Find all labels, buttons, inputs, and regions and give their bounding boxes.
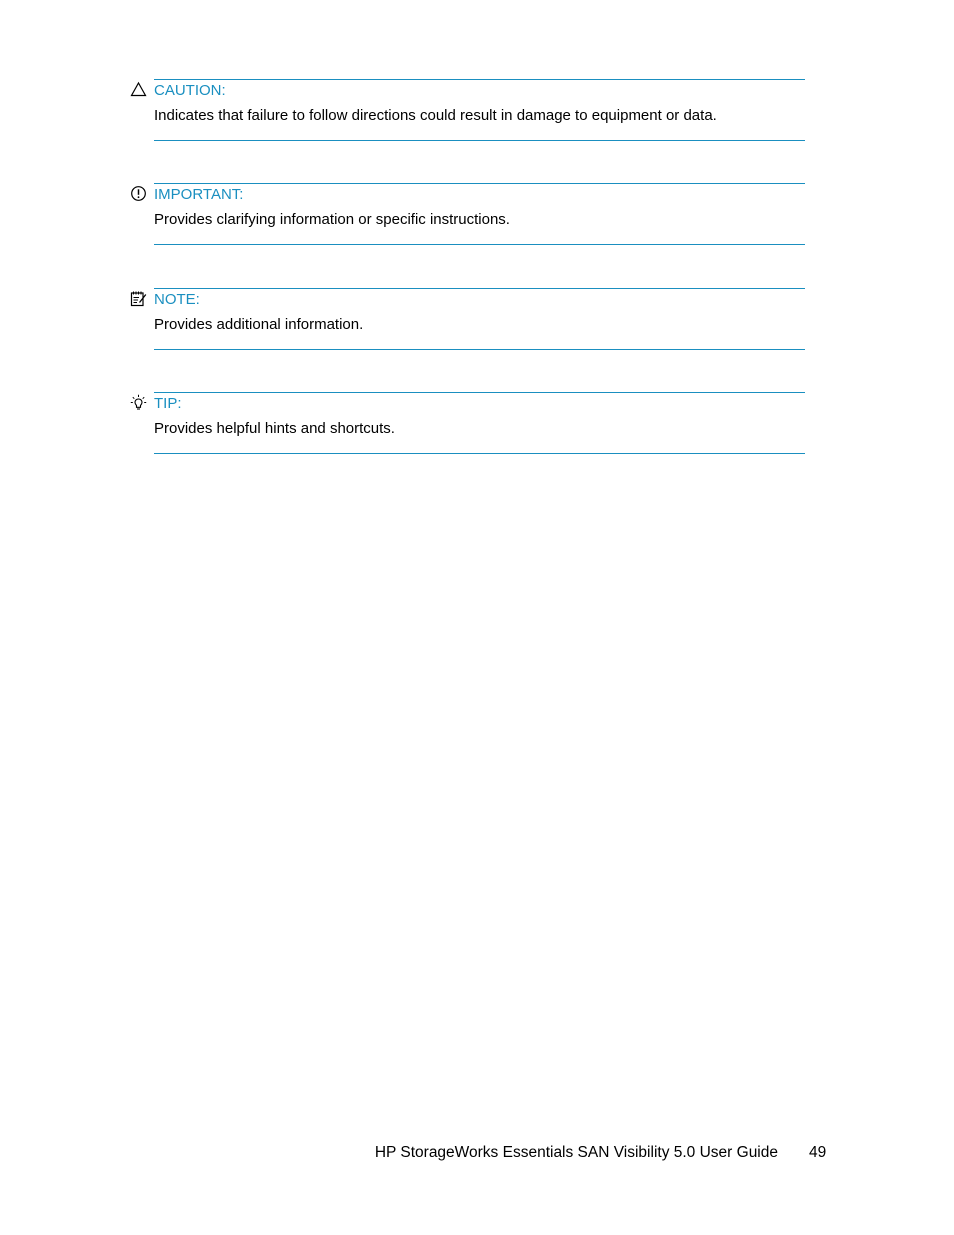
tip-text: Provides helpful hints and shortcuts. (154, 420, 395, 437)
footer-document-title: HP StorageWorks Essentials SAN Visibility 5.0 User Guide (374, 1144, 778, 1161)
note-pad-icon (130, 290, 147, 307)
note-title: NOTE: (154, 291, 200, 308)
tip-title: TIP: (154, 395, 182, 412)
note-admonition (154, 288, 805, 350)
important-title: IMPORTANT: (154, 186, 244, 203)
page-footer (0, 1143, 954, 1163)
caution-admonition (154, 79, 805, 141)
important-admonition (154, 183, 805, 245)
caution-text: Indicates that failure to follow directions could result in damage to equipment or data. (154, 107, 717, 124)
footer-page-number: 49 (809, 1144, 827, 1161)
important-text: Provides clarifying information or specific instructions. (154, 211, 510, 228)
important-exclamation-icon (130, 185, 147, 202)
caution-title: CAUTION: (154, 82, 226, 99)
caution-triangle-icon (130, 81, 147, 98)
note-text: Provides additional information. (154, 316, 364, 333)
tip-lightbulb-icon (130, 394, 147, 411)
tip-admonition (154, 392, 805, 454)
